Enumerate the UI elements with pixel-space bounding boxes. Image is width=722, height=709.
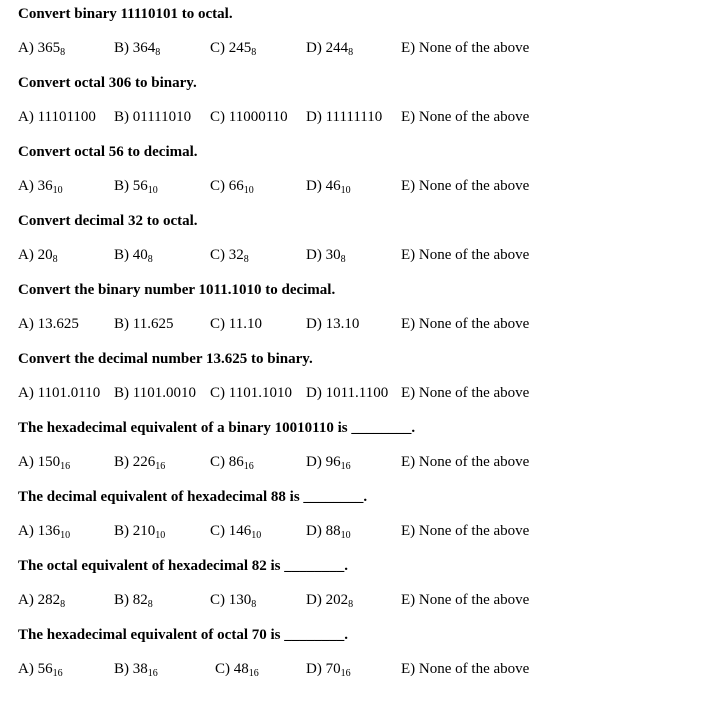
option-letter: C) [215,661,230,677]
answer-option [18,316,79,333]
option-letter: B) [114,178,129,194]
option-letter: A) [18,592,34,608]
option-letter: B) [114,316,129,332]
option-letter: A) [18,385,34,401]
answer-option [306,40,353,57]
answer-option [215,661,259,678]
answer-option [210,316,262,333]
option-value: 46 [325,178,341,194]
option-letter: E) [401,661,416,677]
answer-option [114,109,191,126]
answer-option [210,454,254,471]
base-subscript: 8 [147,599,153,610]
answer-options-row [18,523,718,543]
option-value: 146 [228,523,252,539]
option-value: 245 [228,40,252,56]
option-value: None of the above [418,247,530,263]
answer-option [306,385,388,402]
question-text: Convert octal 56 to decimal. [18,144,198,160]
option-value: None of the above [418,40,530,56]
option-letter: E) [401,523,416,539]
option-letter: B) [114,454,129,470]
option-value: None of the above [418,523,530,539]
option-letter: C) [210,454,225,470]
question-text: Convert binary 11110101 to octal. [18,6,233,22]
answer-option [306,316,359,333]
option-letter: E) [401,40,416,56]
answer-option [18,523,70,540]
option-letter: C) [210,592,225,608]
answer-options-row [18,316,718,336]
option-value: None of the above [418,592,530,608]
question-text: The octal equivalent of hexadecimal 82 is ________. [18,558,348,574]
option-letter: D) [306,454,322,470]
answer-option [18,178,63,195]
answer-option [18,592,65,609]
answer-option [18,661,63,678]
option-letter: A) [18,178,34,194]
answer-option [401,316,529,333]
option-letter: B) [114,385,129,401]
answer-option [210,523,261,540]
base-subscript: 16 [147,668,158,679]
option-value: 130 [228,592,252,608]
base-subscript: 10 [52,185,63,196]
option-letter: A) [18,661,34,677]
option-value: 1101.1010 [228,385,292,401]
answer-option [306,661,351,678]
option-letter: D) [306,385,322,401]
base-subscript: 16 [155,461,166,472]
base-subscript: 10 [340,185,351,196]
answer-option [18,247,58,264]
answer-option [401,109,529,126]
answer-option [210,109,288,126]
base-subscript: 10 [251,530,262,541]
option-letter: D) [306,40,322,56]
answer-option [210,592,256,609]
answer-options-row [18,661,718,681]
option-value: 32 [228,247,244,263]
option-value: 40 [132,247,148,263]
answer-option [114,385,196,402]
option-letter: B) [114,40,129,56]
option-value: 1101.0110 [37,385,101,401]
base-subscript: 8 [340,254,346,265]
base-subscript: 16 [248,668,259,679]
option-value: 11101100 [37,109,96,125]
option-value: None of the above [418,385,530,401]
answer-option [401,661,529,678]
answer-option [210,40,256,57]
option-value: 11.10 [228,316,262,332]
answer-options-row [18,454,718,474]
base-subscript: 10 [147,185,158,196]
answer-option [306,247,346,264]
option-value: 11.625 [132,316,174,332]
question-text: Convert decimal 32 to octal. [18,213,198,229]
base-subscript: 8 [147,254,153,265]
answer-option [114,523,165,540]
answer-option [18,109,96,126]
answer-option [114,661,158,678]
option-letter: C) [210,316,225,332]
base-subscript: 8 [52,254,58,265]
base-subscript: 8 [251,599,257,610]
answer-options-row [18,247,718,267]
option-value: 1011.1100 [325,385,389,401]
option-value: 20 [37,247,53,263]
option-letter: D) [306,661,322,677]
option-letter: D) [306,178,322,194]
option-value: 36 [37,178,53,194]
option-value: 364 [132,40,156,56]
option-value: 38 [132,661,148,677]
answer-options-row [18,40,718,60]
option-letter: D) [306,247,322,263]
answer-option [18,40,65,57]
option-letter: C) [210,178,225,194]
option-letter: C) [210,247,225,263]
answer-option [401,178,529,195]
answer-option [401,592,529,609]
option-value: 244 [325,40,349,56]
option-letter: E) [401,109,416,125]
question-text: Convert the binary number 1011.1010 to decimal. [18,282,336,298]
answer-option [306,454,351,471]
base-subscript: 8 [60,599,66,610]
question-text: Convert octal 306 to binary. [18,75,197,91]
answer-option [401,40,529,57]
option-letter: C) [210,385,225,401]
answer-option [401,523,529,540]
answer-option [401,247,529,264]
question-text: The hexadecimal equivalent of a binary 10010110 is ________. [18,420,416,436]
base-subscript: 8 [348,47,354,58]
option-letter: E) [401,592,416,608]
option-value: 82 [132,592,148,608]
answer-option [114,40,160,57]
option-letter: E) [401,178,416,194]
base-subscript: 16 [340,461,351,472]
base-subscript: 10 [60,530,71,541]
option-letter: E) [401,385,416,401]
question-text: The decimal equivalent of hexadecimal 88 is ________. [18,489,368,505]
base-subscript: 10 [155,530,166,541]
answer-options-row [18,592,718,612]
option-letter: D) [306,316,322,332]
option-value: 13.10 [325,316,360,332]
option-letter: C) [210,40,225,56]
answer-option [18,385,100,402]
answer-option [306,523,351,540]
answer-option [114,178,158,195]
option-value: 30 [325,247,341,263]
base-subscript: 8 [348,599,354,610]
option-letter: A) [18,247,34,263]
option-value: 136 [37,523,61,539]
option-letter: D) [306,523,322,539]
base-subscript: 8 [243,254,249,265]
option-letter: B) [114,247,129,263]
option-value: 56 [37,661,53,677]
option-letter: B) [114,661,129,677]
option-value: 226 [132,454,156,470]
option-value: None of the above [418,178,530,194]
option-letter: D) [306,592,322,608]
option-value: 210 [132,523,156,539]
option-letter: A) [18,316,34,332]
base-subscript: 8 [60,47,66,58]
answer-option [210,247,249,264]
option-value: None of the above [418,661,530,677]
option-value: 365 [37,40,61,56]
option-letter: E) [401,454,416,470]
base-subscript: 16 [52,668,63,679]
option-letter: C) [210,523,225,539]
answer-option [18,454,70,471]
option-letter: A) [18,523,34,539]
answer-option [306,178,351,195]
option-letter: D) [306,109,322,125]
answer-option [114,592,153,609]
option-value: None of the above [418,454,530,470]
option-letter: A) [18,109,34,125]
option-value: 1101.0010 [132,385,196,401]
option-value: 96 [325,454,341,470]
option-letter: B) [114,109,129,125]
answer-option [210,385,292,402]
answer-option [114,454,165,471]
answer-option [210,178,254,195]
base-subscript: 10 [340,530,351,541]
option-value: None of the above [418,109,530,125]
option-value: 282 [37,592,61,608]
option-value: 01111010 [132,109,192,125]
option-value: 56 [132,178,148,194]
option-letter: B) [114,523,129,539]
answer-options-row [18,385,718,405]
option-value: 66 [228,178,244,194]
answer-option [306,592,353,609]
option-letter: C) [210,109,225,125]
answer-options-row [18,109,718,129]
question-text: The hexadecimal equivalent of octal 70 is ________. [18,627,348,643]
answer-options-row [18,178,718,198]
option-value: 13.625 [37,316,79,332]
option-letter: A) [18,40,34,56]
option-value: 202 [325,592,349,608]
option-letter: E) [401,247,416,263]
answer-option [401,385,529,402]
option-value: 70 [325,661,341,677]
option-value: 11000110 [228,109,288,125]
answer-option [114,247,153,264]
option-letter: B) [114,592,129,608]
answer-option [114,316,173,333]
base-subscript: 16 [60,461,71,472]
option-letter: E) [401,316,416,332]
option-value: 150 [37,454,61,470]
base-subscript: 16 [340,668,351,679]
base-subscript: 10 [243,185,254,196]
option-value: 88 [325,523,341,539]
answer-option [306,109,382,126]
option-value: None of the above [418,316,530,332]
base-subscript: 8 [155,47,161,58]
base-subscript: 8 [251,47,257,58]
base-subscript: 16 [243,461,254,472]
option-value: 48 [233,661,249,677]
answer-option [401,454,529,471]
option-letter: A) [18,454,34,470]
question-text: Convert the decimal number 13.625 to binary. [18,351,313,367]
option-value: 86 [228,454,244,470]
option-value: 11111110 [325,109,383,125]
